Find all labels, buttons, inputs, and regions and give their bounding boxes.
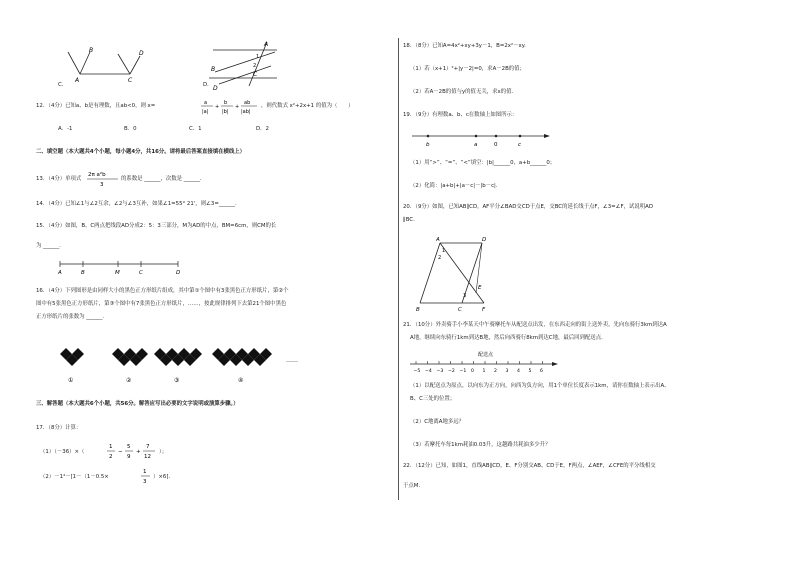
svg-text:+: + — [215, 104, 220, 110]
q17-frac-den-1: 2 — [109, 454, 113, 460]
q12-fraction-expression — [199, 98, 261, 116]
q16-line-3: 正方形纸片的张数为 ______. — [36, 314, 105, 320]
fig-d-label-1: 1 — [256, 54, 260, 60]
q21-tick-label: −5 — [413, 369, 421, 374]
q20-label-b: B — [416, 307, 420, 313]
q19-text: 19．（9分）有理数a、b、c在数轴上如图所示： — [403, 112, 518, 118]
q21-line-1: 21．（10分）外卖骑手小李某天中午骑摩托车从配送点出发，在东西走向的街上送外卖，先向东骑行3km到达A — [403, 322, 667, 328]
q19-label-0: 0 — [494, 142, 498, 148]
q21-tick-label: −2 — [448, 369, 455, 374]
q20-label-c: C — [458, 307, 462, 313]
q12-frac-num-3: ab — [244, 100, 251, 106]
q16-ellipsis: …… — [286, 357, 298, 364]
figure-option-c — [60, 44, 150, 90]
q13-fraction — [86, 169, 120, 189]
q17-2-frac-num: 1 — [143, 469, 147, 475]
fig-d-label-a: A — [264, 41, 269, 48]
q12-frac-den-2: |b| — [222, 109, 229, 115]
section-3-heading: 三、解答题（本大题共6个小题，共56分。解答应写出必要的文字说明或演算步骤。） — [36, 401, 239, 407]
figure-option-d — [205, 38, 285, 92]
q17-frac-den-3: 12 — [144, 454, 151, 460]
q16-pattern-figure — [56, 340, 306, 386]
q18-part2: （2）若A－2B的值与y的值无关，求x的值. — [410, 89, 514, 95]
q15-segment-figure — [56, 258, 186, 276]
q16-line-2: 图中有5张黑色正方形纸片，第③个图中有7张黑色正方形纸片，……，按此规律排列下去第21个图中黑色 — [36, 301, 287, 307]
q17-frac-num-1: 1 — [109, 444, 113, 450]
q16-label-2: ② — [126, 377, 132, 384]
q17-op-1: − — [118, 449, 123, 455]
q21-part3: （3）若摩托车每1km耗油0.03升，这趟路共耗油多少升？ — [410, 442, 551, 448]
q12-frac-num-1: a — [204, 100, 208, 106]
q12-frac-num-2: b — [224, 100, 228, 106]
q17-text: 17．（8分）计算： — [36, 425, 82, 431]
q21-tick-label: −3 — [436, 369, 444, 374]
q15-label-m: M — [115, 270, 120, 276]
q19-label-a: a — [474, 142, 478, 148]
q21-tick-label: −4 — [425, 369, 432, 374]
q21-tick-label: 4 — [517, 369, 520, 374]
q12-option-a: A．-1 — [58, 126, 73, 132]
option-d-label: D． — [203, 82, 213, 88]
fig-c-label-b: B — [89, 47, 94, 54]
q21-part1-a: （1）以配送点为原点，以向东为正方向，向西为负方向，用1个单位长度表示1km，请你在数轴上表示出A、 — [410, 383, 670, 389]
column-divider — [398, 38, 399, 500]
q21-tick-label: 0 — [471, 369, 474, 374]
fig-d-label-c: C — [253, 71, 258, 78]
fig-d-label-b: B — [211, 66, 216, 73]
q13-frac-bottom: 3 — [100, 182, 104, 188]
q20-label-f: F — [482, 307, 486, 313]
q15-label-d: D — [176, 270, 181, 276]
q15-label-a: A — [58, 270, 62, 276]
q21-tick-label: 6 — [540, 369, 543, 374]
q20-label-1: 1 — [442, 248, 446, 254]
q12-frac-den-3: |ab| — [241, 109, 251, 115]
q21-tick-label: 2 — [494, 369, 497, 374]
q16-label-4: ④ — [238, 377, 244, 384]
option-c-label: C． — [58, 82, 68, 88]
q14-text: 14．（4分）已知∠1与∠2互余，∠2与∠3互补，如果∠1=55° 21'，则∠3=______. — [36, 201, 237, 207]
q20-label-e: E — [478, 285, 482, 291]
q17-op-2: + — [136, 449, 141, 455]
q16-label-3: ③ — [174, 377, 180, 384]
q17-part1-b: ）； — [159, 449, 168, 455]
q15-label-c: C — [139, 270, 143, 276]
q12-option-c: C．1 — [189, 126, 202, 132]
q17-part2-fraction — [140, 466, 152, 486]
svg-text:+: + — [235, 104, 240, 110]
q21-tick-label: −1 — [459, 369, 467, 374]
q19-part1: （1）用“>”、“=”、“<”填空：|b|______0，a+b______0； — [410, 160, 556, 166]
q16-line-1: 16．（4分）下列图形是由同样大小的黑色正方形纸片组成，其中第①个图中有3张黑色正方形纸片，第②个 — [36, 288, 289, 294]
q17-frac-num-2: 5 — [127, 444, 131, 450]
q12-text-b: ，则代数式 x²+2x+1 的值为（ ） — [261, 103, 354, 109]
q19-label-b: b — [426, 142, 430, 148]
q12-frac-den-1: |a| — [202, 109, 209, 115]
q19-label-c: c — [518, 142, 522, 148]
q17-part1-a: （1）（－36）×（ — [40, 449, 85, 455]
fig-c-label-c: C — [128, 77, 133, 84]
q13-text: 13．（4分）单项式 — [36, 176, 82, 182]
q13-frac-top: 2π a²b — [88, 172, 106, 178]
q21-tick-label: 1 — [482, 369, 486, 374]
q20-label-d: D — [482, 237, 487, 243]
q21-part2: （2）C地离A地多远？ — [410, 419, 465, 425]
q19-part2: （2）化简：|a+b|+|a－c|－|b－c|. — [410, 183, 498, 189]
q21-number-line — [408, 350, 560, 376]
q20-figure — [412, 235, 496, 313]
q16-label-1: ① — [68, 377, 74, 384]
q13-text-b: 的系数是 ______，次数是 ______. — [121, 176, 202, 182]
q12-option-d: D．2 — [256, 126, 269, 132]
q19-number-line — [410, 128, 555, 148]
q21-tick-label: 5 — [528, 369, 532, 374]
q22-line-2: 于点M. — [403, 483, 421, 489]
q20-label-2: 2 — [438, 255, 442, 261]
q21-tick-label: 3 — [505, 369, 509, 374]
fig-d-label-2: 2 — [253, 63, 257, 69]
q21-line-2: A地，继续向东骑行1km到达B地，然后向西骑行8km到达C地，最后回到配送点. — [410, 335, 603, 341]
q20-label-a: A — [436, 237, 440, 243]
q12-text: 12．（4分）已知a、b是有理数，且ab<0，则 x= — [36, 103, 156, 109]
q17-frac-num-3: 7 — [146, 444, 150, 450]
q17-part2-b: ）×6]. — [153, 474, 171, 480]
q21-part1-b: B、C三处的位置； — [410, 396, 456, 402]
q17-part1-fractions — [106, 441, 158, 461]
q15-line-2: 为 ______. — [36, 243, 61, 249]
q17-frac-den-2: 9 — [127, 454, 131, 460]
q15-line-1: 15．（4分）如图，B、C两点把线段AD分成2：5：3三部分，M为AD的中点，BM=6cm，则CM的长 — [36, 223, 277, 229]
fig-d-label-d: D — [213, 85, 218, 92]
q20-line-1: 20．（9分）如图，已知AB∥CD，AF平分∠BAD交CD于点E，交BC的延长线于点F，∠3=∠F，试说明AD — [403, 204, 654, 210]
q15-label-b: B — [81, 270, 85, 276]
q22-line-1: 22．（12分）已知，如图1，直线AB∥CD，E、F分别交AB、CD于E，F两点，∠AEF，∠CFE的平分线相交 — [403, 463, 656, 469]
q18-text: 18．（8分）已知A=4x²+xy+3y－1，B=2x²－xy. — [403, 43, 526, 49]
fig-c-label-a: A — [75, 77, 80, 84]
q17-part2-a: （2）－1⁴－[1－（1－0.5× — [40, 474, 109, 480]
q21-axis-title: 配送点 — [478, 352, 494, 358]
fig-c-label-d: D — [139, 50, 144, 57]
q20-label-3: 3 — [463, 293, 467, 299]
q17-2-frac-den: 3 — [143, 479, 147, 485]
q12-option-b: B．0 — [124, 126, 137, 132]
q18-part1: （1）若（x+1）²+|y－2|=0，求A－2B的值； — [410, 66, 525, 72]
q20-line-2: ∥BC. — [403, 217, 415, 223]
section-2-heading: 二、填空题（本大题共4个小题，每小题4分，共16分。请将最后答案直接填在横线上） — [36, 149, 246, 155]
